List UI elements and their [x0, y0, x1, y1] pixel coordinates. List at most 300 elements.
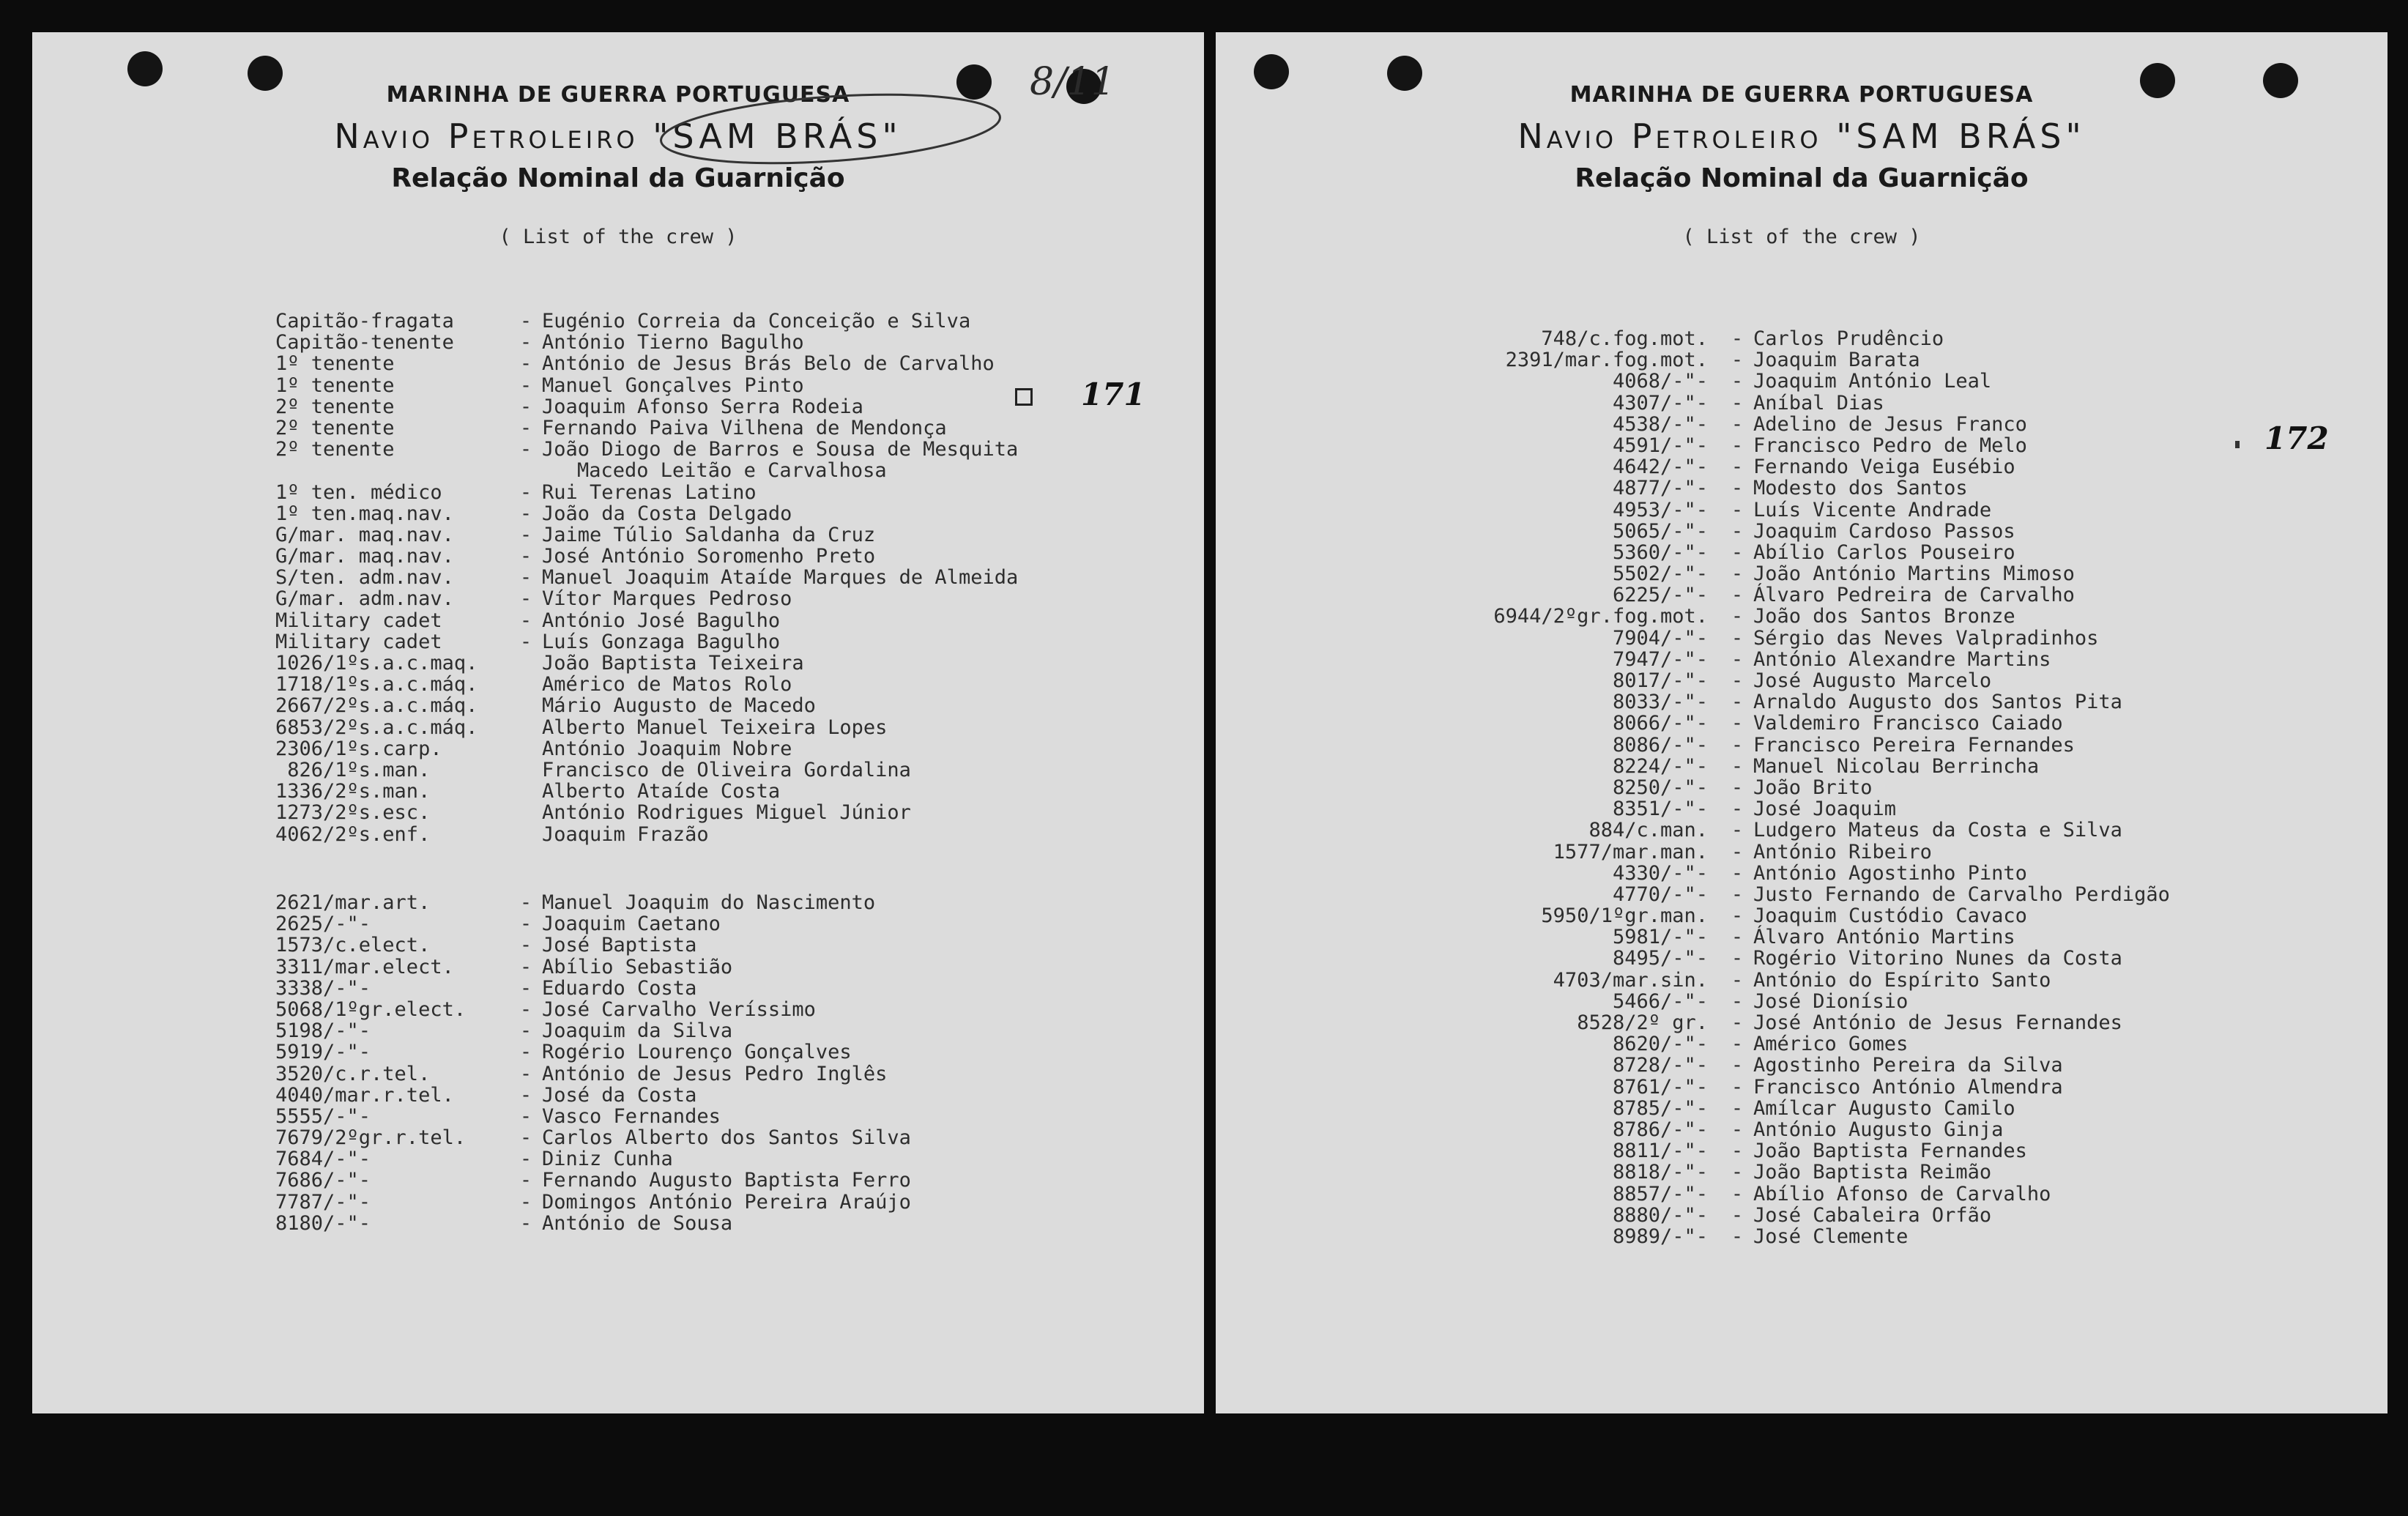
ship-prefix: Navio Petroleiro	[1517, 116, 1822, 156]
rank-cell: S/ten. adm.nav.	[275, 566, 454, 590]
dash-separator: -	[519, 891, 532, 914]
dash-separator: -	[1731, 1096, 1744, 1120]
handwritten-mark: 8/11	[1030, 60, 1115, 104]
name-cell: Diniz Cunha	[542, 1148, 673, 1171]
crew-row	[275, 978, 911, 999]
name-cell: Álvaro Pedreira de Carvalho	[1753, 584, 2075, 607]
rank-cell: 8066/-"-	[1612, 712, 1708, 735]
rank-cell: 4642/-"-	[1612, 456, 1708, 479]
name-cell: Amílcar Augusto Camilo	[1753, 1096, 2015, 1120]
rank-cell: 5919/-"-	[275, 1041, 371, 1064]
dash-separator: -	[1731, 562, 1744, 586]
rank-cell: 4953/-"-	[1612, 498, 1708, 521]
name-cell: Joaquim Caetano	[542, 913, 721, 936]
dash-separator: -	[519, 997, 532, 1021]
rank-cell: 8857/-"-	[1612, 1182, 1708, 1205]
name-cell: Modesto dos Santos	[1753, 477, 1968, 500]
crew-row	[1437, 435, 2170, 456]
crew-list	[275, 892, 911, 1234]
navy-title: MARINHA DE GUERRA PORTUGUESA	[1569, 82, 2034, 108]
name-cell: Joaquim da Silva	[542, 1019, 733, 1043]
name-cell: Joaquim Frazão	[542, 822, 709, 846]
dash-separator: -	[1731, 370, 1744, 393]
rank-cell: 4307/-"-	[1612, 391, 1708, 415]
rank-cell: 8786/-"-	[1612, 1118, 1708, 1141]
dash-separator: -	[519, 523, 532, 546]
rank-cell: 8785/-"-	[1612, 1096, 1708, 1120]
dash-separator: -	[519, 1083, 532, 1107]
dash-separator: -	[1731, 861, 1744, 885]
crew-row	[275, 375, 1018, 396]
dash-separator: -	[1731, 498, 1744, 521]
name-cell: Joaquim Afonso Serra Rodeia	[542, 395, 863, 418]
crew-row	[1437, 756, 2170, 777]
dash-separator: -	[519, 438, 532, 461]
name-cell: Rogério Lourenço Gonçalves	[542, 1041, 852, 1064]
name-cell: Rui Terenas Latino	[542, 480, 757, 504]
crew-row	[1437, 735, 2170, 756]
dash-separator: -	[519, 480, 532, 504]
name-cell: Américo de Matos Rolo	[542, 673, 792, 696]
name-cell: José António Soromenho Preto	[542, 545, 876, 568]
dash-separator: -	[519, 934, 532, 957]
crew-row	[1437, 863, 2170, 884]
name-cell: Fernando Augusto Baptista Ferro	[542, 1169, 911, 1192]
crew-row	[275, 781, 1018, 802]
name-cell: Mário Augusto de Macedo	[542, 694, 816, 718]
rank-cell: Military cadet	[275, 609, 442, 632]
rank-cell: G/mar. adm.nav.	[275, 587, 454, 611]
dash-separator: -	[519, 1211, 532, 1235]
crew-row	[1437, 1077, 2170, 1098]
dash-separator: -	[1731, 904, 1744, 928]
dash-separator: -	[519, 374, 532, 397]
crew-row	[275, 913, 911, 935]
rank-cell: Military cadet	[275, 630, 442, 653]
name-cell: José Joaquim	[1753, 798, 1897, 821]
crew-list	[1437, 328, 2170, 1247]
crew-row	[275, 717, 1018, 738]
rank-cell: 8728/-"-	[1612, 1054, 1708, 1077]
name-cell: Joaquim António Leal	[1753, 370, 1992, 393]
name-cell: António Joaquim Nobre	[542, 737, 792, 760]
rank-cell: 7947/-"-	[1612, 647, 1708, 671]
crew-row	[275, 1192, 911, 1213]
dash-separator: -	[519, 587, 532, 611]
name-cell: Fernando Veiga Eusébio	[1753, 456, 2015, 479]
name-cell: Joaquim Barata	[1753, 349, 1920, 372]
name-cell: Eduardo Costa	[542, 976, 697, 1000]
name-cell: Álvaro António Martins	[1753, 926, 2015, 949]
crew-row	[275, 588, 1018, 609]
crew-row	[275, 738, 1018, 759]
crew-row	[1437, 328, 2170, 349]
crew-row	[1437, 713, 2170, 734]
crew-row	[275, 653, 1018, 674]
dash-separator: -	[1731, 926, 1744, 949]
name-cell: Américo Gomes	[1753, 1033, 1909, 1056]
dash-separator: -	[519, 1126, 532, 1150]
rank-cell: 6225/-"-	[1612, 584, 1708, 607]
document-page-left	[32, 32, 1204, 1413]
list-subtitle: ( List of the crew )	[499, 226, 737, 248]
dash-separator: -	[1731, 391, 1744, 415]
dash-separator: -	[519, 1148, 532, 1171]
rank-cell: 4877/-"-	[1612, 477, 1708, 500]
dash-separator: -	[1731, 1182, 1744, 1205]
name-cell: Macedo Leitão e Carvalhosa	[577, 459, 887, 483]
crew-row	[275, 524, 1018, 546]
name-cell: António Augusto Ginja	[1753, 1118, 2004, 1141]
name-cell: Joaquim Cardoso Passos	[1753, 519, 2015, 543]
rank-cell: 7904/-"-	[1612, 626, 1708, 650]
crew-row	[275, 1020, 911, 1041]
crew-row	[275, 1063, 911, 1085]
crew-row	[275, 695, 1018, 716]
crew-row	[1437, 926, 2170, 948]
name-cell: José Carvalho Veríssimo	[542, 997, 816, 1021]
dash-separator: -	[519, 352, 532, 376]
rank-cell: 1573/c.elect.	[275, 934, 431, 957]
list-subtitle: ( List of the crew )	[1682, 226, 1921, 248]
name-cell: Jaime Túlio Saldanha da Cruz	[542, 523, 876, 546]
dash-separator: -	[519, 1169, 532, 1192]
dash-separator: -	[519, 976, 532, 1000]
name-cell: Abílio Carlos Pouseiro	[1753, 540, 2015, 564]
rank-cell: 2º tenente	[275, 438, 395, 461]
rank-cell: 5198/-"-	[275, 1019, 371, 1043]
rank-cell: 4591/-"-	[1612, 434, 1708, 457]
rank-cell: 8180/-"-	[275, 1211, 371, 1235]
rank-cell: 7686/-"-	[275, 1169, 371, 1192]
rank-cell: 3311/mar.elect.	[275, 955, 454, 978]
rank-cell: 1336/2ºs.man.	[275, 780, 431, 803]
dash-separator: -	[1731, 1118, 1744, 1141]
dash-separator: -	[519, 609, 532, 632]
rank-cell: 8351/-"-	[1612, 798, 1708, 821]
crew-row	[275, 674, 1018, 695]
name-cell: Justo Fernando de Carvalho Perdigão	[1753, 883, 2170, 906]
crew-row	[275, 1041, 911, 1063]
ship-title	[1216, 116, 2387, 156]
name-cell: Adelino de Jesus Franco	[1753, 412, 2027, 436]
crew-row	[1437, 499, 2170, 521]
name-cell: Abílio Sebastião	[542, 955, 733, 978]
name-cell: João António Martins Mimoso	[1753, 562, 2075, 586]
ship-prefix: Navio Petroleiro	[334, 116, 639, 156]
rank-cell: 8989/-"-	[1612, 1225, 1708, 1248]
crew-row	[1437, 948, 2170, 969]
rank-cell: 8818/-"-	[1612, 1161, 1708, 1184]
dash-separator: -	[1731, 968, 1744, 992]
rank-cell: 4703/mar.sin.	[1553, 968, 1708, 992]
name-cell: João Brito	[1753, 776, 1873, 799]
name-cell: António Rodrigues Miguel Júnior	[542, 801, 911, 825]
crew-row	[1437, 1119, 2170, 1140]
name-cell: Arnaldo Augusto dos Santos Pita	[1753, 691, 2122, 714]
rank-cell: 1718/1ºs.a.c.máq.	[275, 673, 478, 696]
dash-separator	[510, 717, 542, 738]
dash-separator: -	[1731, 669, 1744, 692]
dash-separator: -	[1731, 626, 1744, 650]
crew-row	[275, 1148, 911, 1170]
name-cell: Vasco Fernandes	[542, 1104, 721, 1128]
rank-cell: 5065/-"-	[1612, 519, 1708, 543]
name-cell: Luís Vicente Andrade	[1753, 498, 1992, 521]
rank-cell: 2625/-"-	[275, 913, 371, 936]
crew-row	[1437, 820, 2170, 841]
dash-separator: -	[1731, 712, 1744, 735]
name-cell: Manuel Joaquim Ataíde Marques de Almeida	[542, 566, 1019, 590]
rank-cell: 2º tenente	[275, 395, 395, 418]
rank-cell: 826/1ºs.man.	[275, 758, 431, 781]
rank-cell: 8620/-"-	[1612, 1033, 1708, 1056]
crew-row	[1437, 371, 2170, 392]
dash-separator: -	[519, 630, 532, 653]
crew-row	[1437, 521, 2170, 542]
rank-cell: 2º tenente	[275, 416, 395, 439]
crew-row	[275, 824, 1018, 845]
crew-row	[275, 999, 911, 1020]
dash-separator: -	[519, 416, 532, 439]
dash-separator: -	[1731, 605, 1744, 628]
rank-cell: 8495/-"-	[1612, 947, 1708, 970]
dash-separator: -	[1731, 776, 1744, 799]
crew-row	[275, 546, 1018, 567]
rank-cell: 8033/-"-	[1612, 691, 1708, 714]
name-cell: Manuel Gonçalves Pinto	[542, 374, 804, 397]
rank-cell: Capitão-tenente	[275, 331, 454, 354]
dash-separator: -	[1731, 1203, 1744, 1227]
name-cell: Manuel Nicolau Berrincha	[1753, 754, 2040, 778]
crew-row	[275, 1085, 911, 1106]
dash-separator: -	[1731, 1011, 1744, 1034]
crew-row	[1437, 1162, 2170, 1183]
rank-cell: 2621/mar.art.	[275, 891, 431, 914]
rank-cell: 4040/mar.r.tel.	[275, 1083, 454, 1107]
rank-cell: 4330/-"-	[1612, 861, 1708, 885]
dash-separator: -	[1731, 840, 1744, 863]
rank-cell: 7679/2ºgr.r.tel.	[275, 1126, 467, 1150]
rank-cell: 1º tenente	[275, 374, 395, 397]
rank-cell: 5555/-"-	[275, 1104, 371, 1128]
dash-separator: -	[519, 1062, 532, 1085]
name-cell: João Diogo de Barros e Sousa de Mesquita	[542, 438, 1019, 461]
crew-row	[275, 610, 1018, 631]
name-cell: Ludgero Mateus da Costa e Silva	[1753, 819, 2122, 842]
crew-row	[1437, 1184, 2170, 1205]
rank-cell: 4068/-"-	[1612, 370, 1708, 393]
tick-mark	[2235, 441, 2240, 448]
dash-separator: -	[519, 566, 532, 590]
name-cell: António de Jesus Brás Belo de Carvalho	[542, 352, 995, 376]
name-cell: António Alexandre Martins	[1753, 647, 2051, 671]
dash-separator: -	[519, 310, 532, 332]
rank-cell: G/mar. maq.nav.	[275, 523, 454, 546]
crew-row	[1437, 1098, 2170, 1119]
dash-separator	[510, 653, 542, 674]
rank-cell: 1º ten.maq.nav.	[275, 502, 454, 525]
officers-list	[275, 311, 1018, 845]
separator-spacer	[510, 460, 542, 481]
crew-row	[275, 567, 1018, 588]
crew-row	[275, 1106, 911, 1127]
name-cell: Vítor Marques Pedroso	[542, 587, 792, 611]
dash-separator: -	[1731, 434, 1744, 457]
dash-separator: -	[519, 1104, 532, 1128]
dash-separator: -	[1731, 456, 1744, 479]
crew-row	[275, 1127, 911, 1148]
rank-cell: 8017/-"-	[1612, 669, 1708, 692]
document-header	[1216, 82, 2387, 248]
name-cell: José Baptista	[542, 934, 697, 957]
rank-cell: 4770/-"-	[1612, 883, 1708, 906]
crew-row	[1437, 777, 2170, 798]
rank-cell: 5981/-"-	[1612, 926, 1708, 949]
dash-separator: -	[1731, 819, 1744, 842]
rank-cell: 8224/-"-	[1612, 754, 1708, 778]
name-cell: Rogério Vitorino Nunes da Costa	[1753, 947, 2122, 970]
crew-row	[275, 1170, 911, 1191]
crew-row	[1437, 970, 2170, 991]
crew-row	[275, 892, 911, 913]
crew-row	[1437, 414, 2170, 435]
crew-row	[1437, 478, 2170, 499]
name-cell: Francisco de Oliveira Gordalina	[542, 758, 911, 781]
rank-cell: 2391/mar.fog.mot.	[1505, 349, 1708, 372]
rank-cell: 884/c.man.	[1588, 819, 1708, 842]
name-cell: José Dionísio	[1753, 989, 1909, 1013]
rank-cell: 1273/2ºs.esc.	[275, 801, 431, 825]
crew-row	[1437, 584, 2170, 606]
dash-separator: -	[1731, 1075, 1744, 1099]
name-cell: António Ribeiro	[1753, 840, 1932, 863]
crew-row	[1437, 884, 2170, 905]
name-cell: José Clemente	[1753, 1225, 1909, 1248]
name-cell: Francisco Pedro de Melo	[1753, 434, 2027, 457]
dash-separator: -	[1731, 754, 1744, 778]
rank-cell: 5360/-"-	[1612, 540, 1708, 564]
name-cell: Domingos António Pereira Araújo	[542, 1190, 911, 1214]
name-cell: Valdemiro Francisco Caiado	[1753, 712, 2063, 735]
crew-row	[1437, 670, 2170, 691]
name-cell: Joaquim Custódio Cavaco	[1753, 904, 2027, 928]
dash-separator	[510, 674, 542, 695]
crew-row	[1437, 1033, 2170, 1055]
rank-cell: 8528/2º gr.	[1577, 1011, 1708, 1034]
name-cell: Alberto Manuel Teixeira Lopes	[542, 716, 888, 739]
rank-cell: 1º tenente	[275, 352, 395, 376]
crew-row	[275, 759, 1018, 781]
dash-separator: -	[1731, 1161, 1744, 1184]
crew-row	[275, 631, 1018, 653]
crew-row	[1437, 1205, 2170, 1226]
name-cell: António Tierno Bagulho	[542, 331, 804, 354]
name-cell: António do Espírito Santo	[1753, 968, 2051, 992]
dash-separator	[510, 802, 542, 823]
rank-cell: 8811/-"-	[1612, 1140, 1708, 1163]
name-cell: Agostinho Pereira da Silva	[1753, 1054, 2063, 1077]
dash-separator: -	[1731, 733, 1744, 757]
name-cell: Alberto Ataíde Costa	[542, 780, 781, 803]
crew-row	[275, 802, 1018, 823]
dash-separator: -	[1731, 1140, 1744, 1163]
rank-cell: 8086/-"-	[1612, 733, 1708, 757]
dash-separator: -	[1731, 412, 1744, 436]
dash-separator	[510, 695, 542, 716]
crew-row	[275, 311, 1018, 332]
ship-name: "SAM BRÁS"	[1836, 116, 2086, 156]
dash-separator: -	[1731, 519, 1744, 543]
name-cell: João Baptista Teixeira	[542, 652, 804, 675]
rank-cell: G/mar. maq.nav.	[275, 545, 454, 568]
crew-row	[1437, 649, 2170, 670]
dash-separator: -	[1731, 691, 1744, 714]
rank-cell: 1º ten. médico	[275, 480, 442, 504]
rank-cell: 5502/-"-	[1612, 562, 1708, 586]
name-cell: João Baptista Reimão	[1753, 1161, 1992, 1184]
crew-row	[275, 956, 911, 978]
dash-separator	[510, 738, 542, 759]
crew-row	[1437, 542, 2170, 563]
crew-row	[275, 482, 1018, 503]
rank-cell: Capitão-fragata	[275, 310, 454, 332]
crew-row	[275, 460, 1018, 481]
crew-row	[275, 417, 1018, 439]
name-cell: Francisco Pereira Fernandes	[1753, 733, 2075, 757]
dash-separator: -	[1731, 584, 1744, 607]
crew-row	[275, 1213, 911, 1234]
dash-separator: -	[1731, 349, 1744, 372]
rank-cell: 6853/2ºs.a.c.máq.	[275, 716, 478, 739]
name-cell: Aníbal Dias	[1753, 391, 1884, 415]
dash-separator: -	[519, 955, 532, 978]
name-cell: José Augusto Marcelo	[1753, 669, 1992, 692]
crew-row	[275, 503, 1018, 524]
dash-separator: -	[519, 1041, 532, 1064]
name-cell: António Agostinho Pinto	[1753, 861, 2027, 885]
name-cell: António de Sousa	[542, 1211, 733, 1235]
crew-row	[1437, 628, 2170, 649]
dash-separator: -	[519, 913, 532, 936]
crew-row	[1437, 991, 2170, 1012]
name-cell: José António de Jesus Fernandes	[1753, 1011, 2122, 1034]
rank-cell: 4538/-"-	[1612, 412, 1708, 436]
crew-row	[1437, 606, 2170, 627]
name-cell: António de Jesus Pedro Inglês	[542, 1062, 888, 1085]
crew-row	[275, 353, 1018, 374]
name-cell: João dos Santos Bronze	[1753, 605, 2015, 628]
dash-separator: -	[519, 545, 532, 568]
dash-separator: -	[519, 1019, 532, 1043]
relation-title: Relação Nominal da Guarnição	[391, 163, 845, 193]
dash-separator: -	[1731, 327, 1744, 350]
dash-separator: -	[519, 1190, 532, 1214]
name-cell: José Cabaleira Orfão	[1753, 1203, 1992, 1227]
dash-separator: -	[1731, 1033, 1744, 1056]
rank-cell: 5950/1ºgr.man.	[1541, 904, 1708, 928]
crew-row	[1437, 1012, 2170, 1033]
relation-title: Relação Nominal da Guarnição	[1575, 163, 2029, 193]
rank-cell: 8761/-"-	[1612, 1075, 1708, 1099]
dash-separator: -	[1731, 540, 1744, 564]
rank-cell: 1026/1ºs.a.c.maq.	[275, 652, 478, 675]
crew-row	[275, 396, 1018, 417]
dash-separator: -	[1731, 883, 1744, 906]
name-cell: Sérgio das Neves Valpradinhos	[1753, 626, 2099, 650]
crew-row	[1437, 1055, 2170, 1076]
name-cell: Francisco António Almendra	[1753, 1075, 2063, 1099]
